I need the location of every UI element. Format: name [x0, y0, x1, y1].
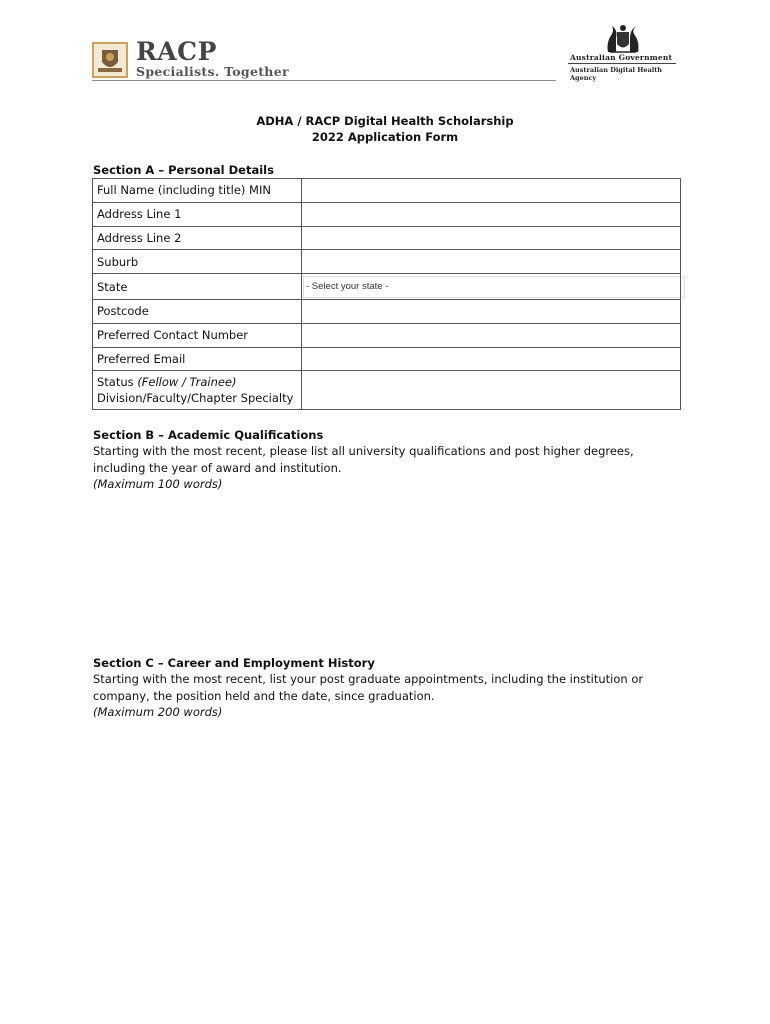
- field-label: Suburb: [93, 250, 302, 274]
- table-row: [93, 371, 681, 410]
- status-label-prefix: Status: [97, 375, 138, 390]
- section-b-text: Starting with the most recent, please list all university qualifications and post higher degrees, including the year of award and institution.: [93, 444, 634, 475]
- address-line-1-field[interactable]: [302, 202, 681, 226]
- field-label: Preferred Contact Number: [93, 323, 302, 347]
- section-c-word-limit: (Maximum 200 words): [93, 705, 223, 719]
- field-label: Postcode: [93, 299, 302, 323]
- form-subtitle: 2022 Application Form: [311, 130, 459, 144]
- page-header: [92, 38, 684, 83]
- table-row: [93, 323, 681, 347]
- section-c-instructions: [93, 671, 683, 721]
- postcode-field[interactable]: [302, 299, 681, 323]
- field-label: Preferred Email: [93, 347, 302, 371]
- government-divider: [568, 63, 676, 64]
- section-c-heading: Section C – Career and Employment History: [93, 656, 375, 670]
- full-name-field[interactable]: [302, 179, 681, 203]
- government-name: Australian Government: [570, 53, 673, 62]
- header-divider: [92, 80, 556, 81]
- status-label: [93, 371, 302, 410]
- email-field[interactable]: [302, 347, 681, 371]
- suburb-field[interactable]: [302, 250, 681, 274]
- status-field[interactable]: [302, 371, 681, 410]
- field-label: Address Line 1: [93, 202, 302, 226]
- section-b-response-area[interactable]: [93, 495, 683, 645]
- field-label: State: [93, 274, 302, 300]
- table-row: [93, 179, 681, 203]
- status-label-options: (Fellow / Trainee): [137, 375, 237, 390]
- personal-details-table: [92, 178, 681, 410]
- field-label: Address Line 2: [93, 226, 302, 250]
- section-a-heading: Section A – Personal Details: [93, 163, 274, 177]
- section-c-text: Starting with the most recent, list your post graduate appointments, including the institution or company, the position held and the date, since graduation.: [93, 672, 644, 703]
- racp-crest-logo: [92, 42, 128, 78]
- table-row: [93, 299, 681, 323]
- table-row: [93, 202, 681, 226]
- address-line-2-field[interactable]: [302, 226, 681, 250]
- racp-name: RACP: [136, 37, 217, 66]
- table-row: [93, 250, 681, 274]
- australian-coat-of-arms-icon: [600, 24, 646, 54]
- section-b-word-limit: (Maximum 100 words): [93, 477, 223, 491]
- state-cell: [302, 274, 681, 300]
- racp-tagline: Specialists. Together: [136, 64, 289, 79]
- field-label: Full Name (including title) MIN: [93, 179, 302, 203]
- section-b-instructions: [93, 443, 683, 493]
- table-row: [93, 226, 681, 250]
- contact-number-field[interactable]: [302, 323, 681, 347]
- section-b-heading: Section B – Academic Qualifications: [93, 428, 324, 442]
- table-row: [93, 274, 681, 300]
- section-c-response-area[interactable]: [93, 724, 683, 984]
- status-label-specialty: Division/Faculty/Chapter Specialty: [97, 391, 294, 406]
- form-title: ADHA / RACP Digital Health Scholarship: [256, 114, 514, 128]
- state-select[interactable]: - Select your state -: [303, 276, 685, 298]
- table-row: [93, 347, 681, 371]
- agency-name: Australian Digital Health Agency: [570, 66, 662, 82]
